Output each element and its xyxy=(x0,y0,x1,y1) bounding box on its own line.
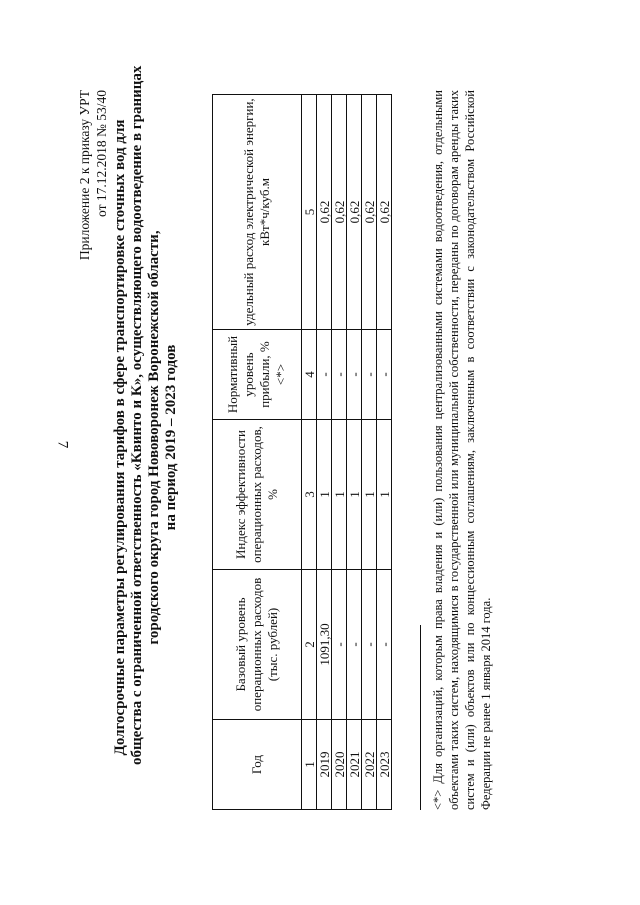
cell-efficiency-index: 1 xyxy=(332,420,347,570)
table-row xyxy=(332,95,347,810)
table-row xyxy=(317,95,332,810)
column-number: 1 xyxy=(302,720,317,810)
title-line-2: общества с ограниченной ответственность «Квинто и К», осуществляющего водоотведение в границах xyxy=(129,65,145,765)
cell-base-opex: - xyxy=(362,570,377,720)
column-number: 2 xyxy=(302,570,317,720)
table-row xyxy=(347,95,362,810)
header-profit-level: Нормативный уровень прибыли, % <*> xyxy=(213,330,302,420)
cell-energy-consumption: 0,62 xyxy=(317,95,332,330)
title-line-1: Долгосрочные параметры регулирования тарифов в сфере транспортировке сточных вод для xyxy=(112,119,128,756)
title-line-3: городского округа город Нововоронеж Воронежской области, xyxy=(146,230,162,645)
cell-energy-consumption: 0,62 xyxy=(362,95,377,330)
footnote: <*> Для организаций, которым права владения и (или) пользования централизованными системами водоотведения, отдельными объектами таких систем, находящимися в государственной или муниципальной собственности, переданы по договорам аренды таких систем и (или) объектов или по концессионным соглашениям, заключенным в соответствии с законодательством Российской Федерации не ранее 1 января 2014 года. xyxy=(431,90,493,810)
table-row xyxy=(362,95,377,810)
header-energy-consumption: удельный расход электрической энергии, кВт*ч/куб.м xyxy=(213,95,302,330)
cell-efficiency-index: 1 xyxy=(362,420,377,570)
header-year: Год xyxy=(213,720,302,810)
cell-year: 2023 xyxy=(377,720,392,810)
cell-efficiency-index: 1 xyxy=(317,420,332,570)
appendix-reference xyxy=(76,90,110,260)
table-row xyxy=(377,95,392,810)
cell-profit-level: - xyxy=(377,330,392,420)
header-base-opex: Базовый уровень операционных расходов (тыс. рублей) xyxy=(213,570,302,720)
appendix-line-2: от 17.12.2018 № 53/40 xyxy=(94,90,109,217)
cell-year: 2020 xyxy=(332,720,347,810)
title-line-4: на период 2019 – 2023 годов xyxy=(163,344,179,531)
cell-energy-consumption: 0,62 xyxy=(347,95,362,330)
cell-base-opex: - xyxy=(377,570,392,720)
cell-base-opex: - xyxy=(332,570,347,720)
cell-profit-level: - xyxy=(332,330,347,420)
cell-base-opex: 1091,30 xyxy=(317,570,332,720)
document-title xyxy=(112,65,180,765)
cell-base-opex: - xyxy=(347,570,362,720)
appendix-line-1: Приложение 2 к приказу УРТ xyxy=(77,90,92,261)
table-header-row xyxy=(213,95,302,810)
cell-efficiency-index: 1 xyxy=(347,420,362,570)
cell-efficiency-index: 1 xyxy=(377,420,392,570)
column-number: 3 xyxy=(302,420,317,570)
cell-profit-level: - xyxy=(347,330,362,420)
column-number: 5 xyxy=(302,95,317,330)
cell-energy-consumption: 0,62 xyxy=(377,95,392,330)
footnote-divider xyxy=(420,625,421,810)
cell-profit-level: - xyxy=(317,330,332,420)
cell-profit-level: - xyxy=(362,330,377,420)
page-number: 7 xyxy=(54,440,71,449)
column-number-row xyxy=(302,95,317,810)
cell-energy-consumption: 0,62 xyxy=(332,95,347,330)
column-number: 4 xyxy=(302,330,317,420)
cell-year: 2022 xyxy=(362,720,377,810)
cell-year: 2021 xyxy=(347,720,362,810)
header-efficiency-index: Индекс эффективности операционных расходов, % xyxy=(213,420,302,570)
cell-year: 2019 xyxy=(317,720,332,810)
tariff-table xyxy=(212,94,392,810)
